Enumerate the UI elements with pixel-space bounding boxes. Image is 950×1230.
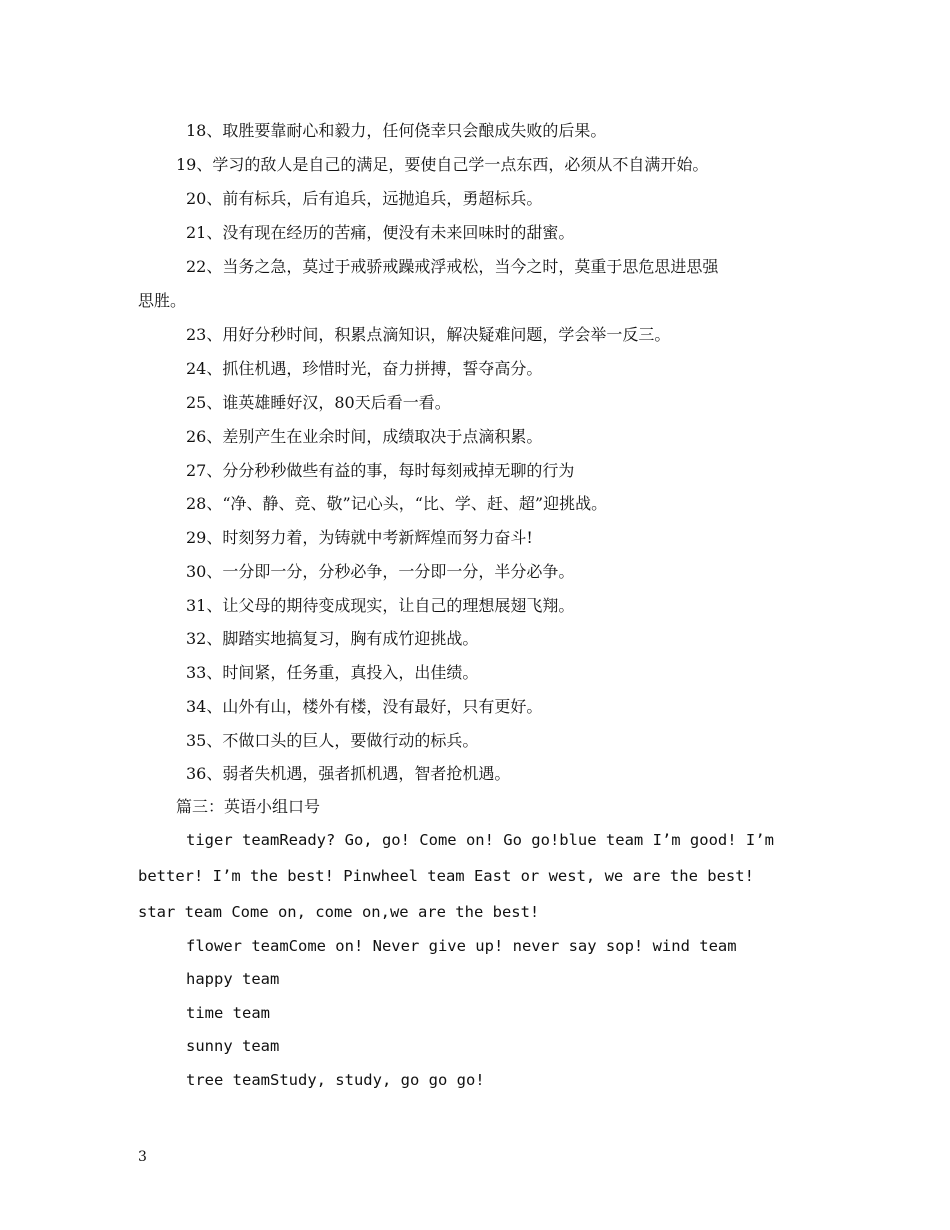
text-line-18: 18、取胜要靠耐心和毅力，任何侥幸只会酿成失败的后果。 [186,121,607,140]
english-line-8: tree teamStudy, study, go go go! [186,1071,485,1089]
english-line-2: better! I’m the best! Pinwheel team East or west, we are the best! [138,867,754,885]
text-line-27: 27、分分秒秒做些有益的事，每时每刻戒掉无聊的行为 [186,461,575,480]
text-line-30: 30、一分即一分，分秒必争，一分即一分，半分必争。 [186,562,575,581]
text-line-22-cont: 思胜。 [138,291,187,310]
english-line-1: tiger teamReady? Go, go! Come on! Go go!blue team I’m good! I’m [186,831,774,849]
english-line-4: flower teamCome on! Never give up! never say sop! wind team [186,937,737,955]
text-line-21: 21、没有现在经历的苦痛，便没有未来回味时的甜蜜。 [186,223,575,242]
page-number: 3 [138,1149,147,1165]
text-line-31: 31、让父母的期待变成现实，让自己的理想展翅飞翔。 [186,596,575,615]
english-line-7: sunny team [186,1037,280,1055]
text-line-24: 24、抓住机遇，珍惜时光，奋力拼搏，誓夺高分。 [186,359,543,378]
text-line-19: 19、学习的敌人是自己的满足，要使自己学一点东西，必须从不自满开始。 [176,155,709,174]
text-line-22: 22、当务之急，莫过于戒骄戒躁戒浮戒松，当今之时，莫重于思危思进思强 [186,257,719,276]
english-line-5: happy team [186,970,280,988]
text-line-34: 34、山外有山，楼外有楼，没有最好，只有更好。 [186,697,543,716]
english-line-6: time team [186,1004,270,1022]
text-line-33: 33、时间紧，任务重，真投入，出佳绩。 [186,663,479,682]
text-line-35: 35、不做口头的巨人，要做行动的标兵。 [186,731,479,750]
text-line-25: 25、谁英雄睡好汉，80天后看一看。 [186,393,451,412]
section-heading: 篇三：英语小组口号 [176,797,321,816]
text-line-20: 20、前有标兵，后有追兵，远抛追兵，勇超标兵。 [186,189,543,208]
text-line-26: 26、差别产生在业余时间，成绩取决于点滴积累。 [186,427,543,446]
text-line-28: 28、“净、静、竞、敬”记心头，“比、学、赶、超”迎挑战。 [186,494,608,513]
english-line-3: star team Come on, come on,we are the best! [138,903,540,921]
text-line-32: 32、脚踏实地搞复习，胸有成竹迎挑战。 [186,629,479,648]
text-line-36: 36、弱者失机遇，强者抓机遇，智者抢机遇。 [186,764,511,783]
text-line-29: 29、时刻努力着，为铸就中考新辉煌而努力奋斗! [186,528,533,547]
text-line-23: 23、用好分秒时间，积累点滴知识，解决疑难问题，学会举一反三。 [186,325,671,344]
